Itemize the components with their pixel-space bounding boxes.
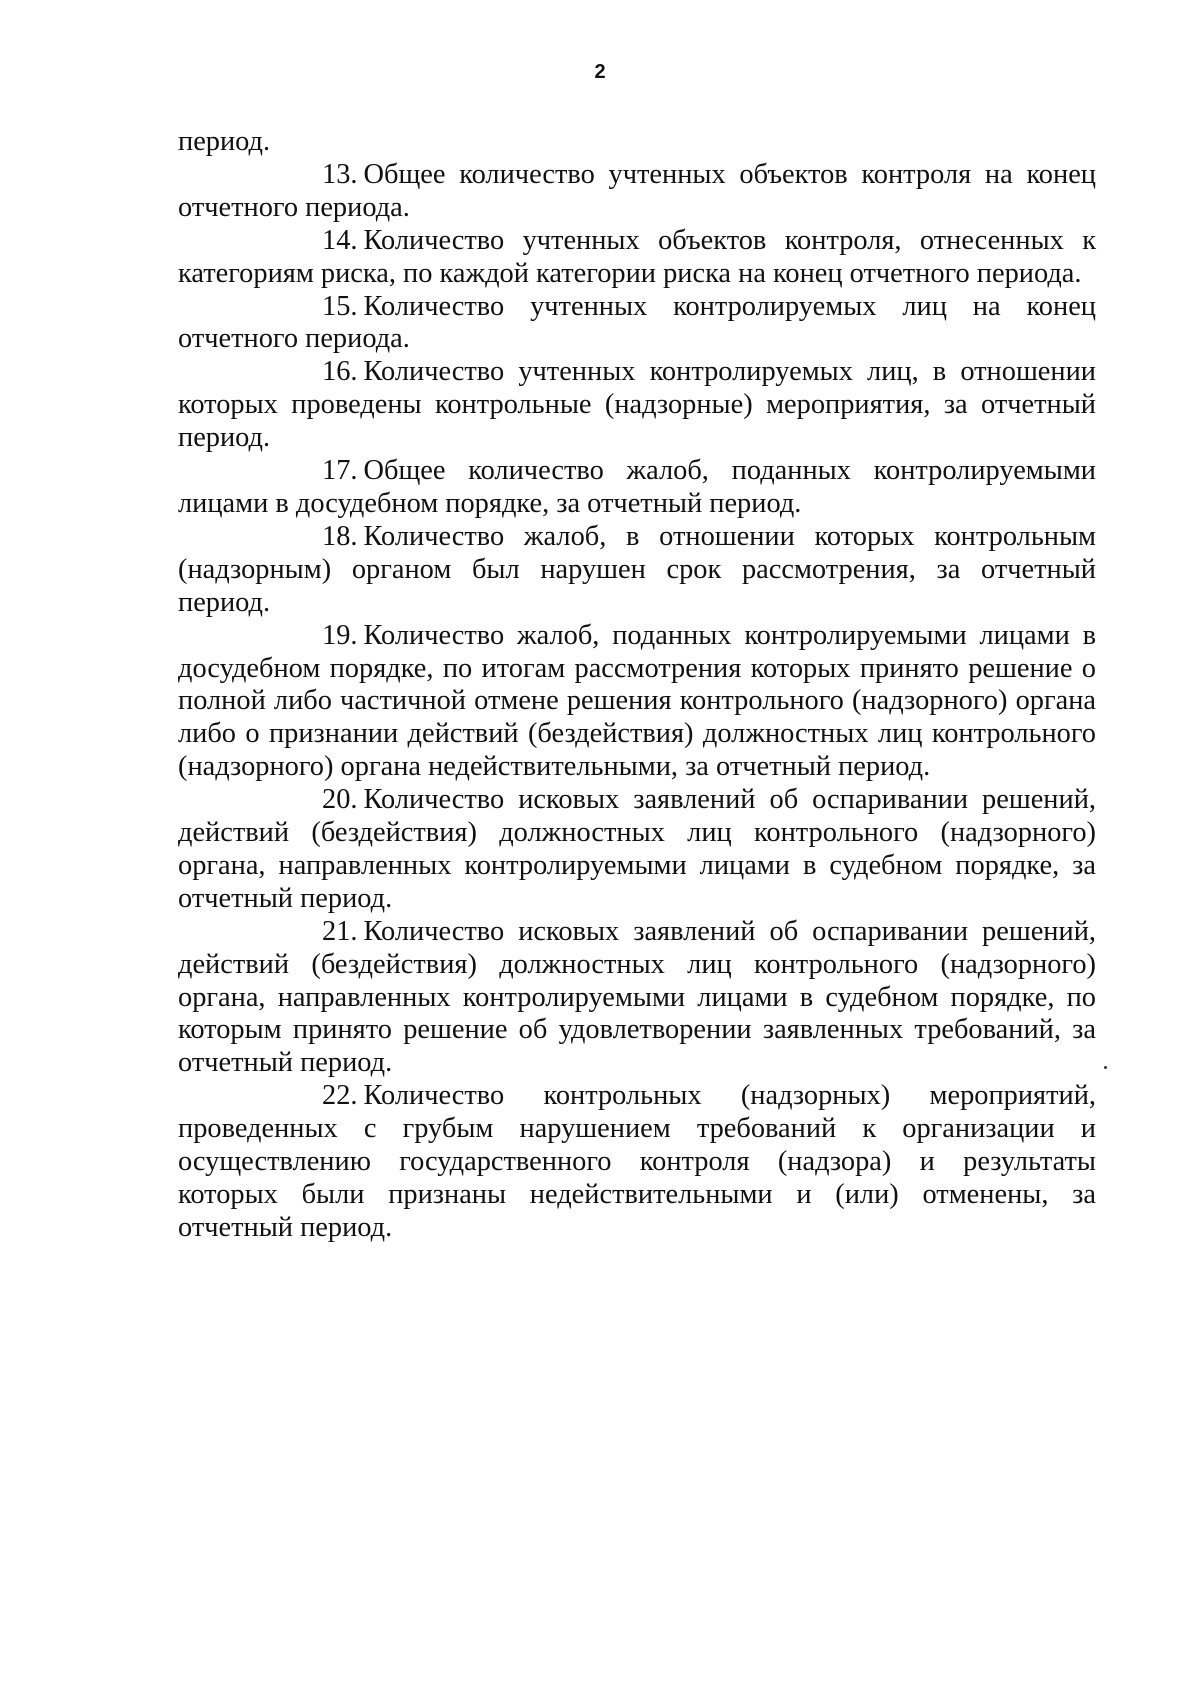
list-item-16 <box>178 356 1096 455</box>
item-number: 22. <box>322 1080 358 1112</box>
item-text: Количество жалоб, в отношении которых контрольным (надзорным) органом был нарушен срок рассмотрения, за отчетный период. <box>178 520 1096 618</box>
list-item-21 <box>178 916 1096 1081</box>
item-number: 20. <box>322 784 358 816</box>
item-number: 15. <box>322 290 358 322</box>
list-item-20 <box>178 784 1096 916</box>
item-text: Количество исковых заявлений об оспаривании решений, действий (бездействия) должностных лиц контрольного (надзорного) органа, направленных контролируемыми лицами в судебном порядке, за отчетный период. <box>178 784 1096 914</box>
list-item-22 <box>178 1080 1096 1245</box>
item-number: 17. <box>322 455 358 487</box>
item-text: Количество жалоб, поданных контролируемыми лицами в досудебном порядке, по итогам рассмотрения которых принято решение о полной либо частичной отмене решения контрольного (надзорного) органа либо о признании действий (бездействия) должностных лиц контрольного (надзорного) органа недействительными, за отчетный период. <box>178 619 1096 783</box>
item-number: 19. <box>322 619 358 651</box>
item-text: Количество контрольных (надзорных) мероприятий, проведенных с грубым нарушением требований к организации и осуществлению государственного контроля (надзора) и результаты которых были признаны недействительными и (или) отменены, за отчетный период. <box>178 1080 1096 1243</box>
continuation-text: период. <box>178 126 271 157</box>
item-text: Количество исковых заявлений об оспаривании решений, действий (бездействия) должностных лиц контрольного (надзорного) органа, направленных контролируемыми лицами в судебном порядке, по которым принято решение об удовлетворении заявленных требований, за отчетный период. <box>178 915 1096 1079</box>
list-item-17 <box>178 455 1096 521</box>
document-body <box>178 126 1096 1245</box>
list-item-18 <box>178 521 1096 620</box>
item-number: 14. <box>322 224 358 256</box>
list-item-19 <box>178 620 1096 785</box>
list-item-13 <box>178 159 1096 225</box>
item-text: Количество учтенных контролируемых лиц, в отношении которых проведены контрольные (надзорные) мероприятия, за отчетный период. <box>178 356 1096 454</box>
item-number: 13. <box>322 158 358 190</box>
item-text: Количество учтенных контролируемых лиц на конец отчетного периода. <box>178 290 1096 355</box>
list-item-14 <box>178 225 1096 291</box>
page-number: 2 <box>594 61 606 83</box>
item-number: 16. <box>322 356 358 388</box>
item-number: 18. <box>322 520 358 552</box>
scan-dot-mark <box>1104 1066 1107 1069</box>
item-text: Количество учтенных объектов контроля, отнесенных к категориям риска, по каждой категории риска на конец отчетного периода. <box>178 224 1096 289</box>
list-item-15 <box>178 291 1096 357</box>
item-number: 21. <box>322 915 358 947</box>
item-text: Общее количество жалоб, поданных контролируемыми лицами в досудебном порядке, за отчетный период. <box>178 455 1096 519</box>
item-text: Общее количество учтенных объектов контроля на конец отчетного периода. <box>178 158 1096 223</box>
